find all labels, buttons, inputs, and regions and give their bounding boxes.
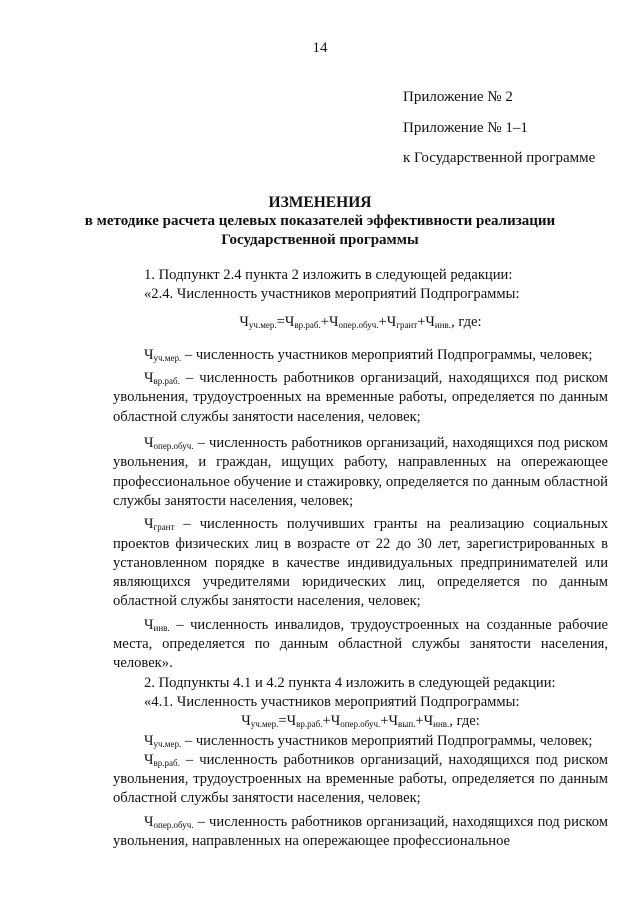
document-body xyxy=(113,266,608,851)
definition-uch-2: $Ч_{уч.мер.}$ – численность участников мероприятий Подпрограммы, человек; xyxy=(144,732,593,749)
formula-2: $Ч_{уч.мер.}=Ч_{вр.раб.}+Ч_{опер.обуч.}+Ч_{вып.}+Ч_{инв.}$, где: xyxy=(241,713,480,730)
definition-vr-2: $Ч_{вр.раб.}$ – численность работников организаций, находящихся под риском увольнения, трудоустроенных на временные работы, определяется по данным областной службы занятости населения, человек; xyxy=(113,751,608,807)
section1-item-title: «2.4. Численность участников мероприятий Подпрограммы: xyxy=(144,286,520,303)
section1-intro: 1. Подпункт 2.4 пункта 2 изложить в следующей редакции: xyxy=(144,267,513,283)
definition-oper-1: $Ч_{опер.обуч.}$ – численность работников организаций, находящихся под риском увольнения, и граждан, ищущих работу, направленных на опережающее профессиональное обучение и стажировку, определяется по данным областной службы занятости населения, человек; xyxy=(113,435,608,509)
attachment-line-1: Приложение № 2 xyxy=(403,89,513,105)
definition-vr-1: $Ч_{вр.раб.}$ – численность работников организаций, находящихся под риском увольнения, трудоустроенных на временные работы, определяется по данным областной службы занятости населения, человек; xyxy=(113,370,608,425)
definition-oper-2: $Ч_{опер.обуч.}$ – численность работников организаций, находящихся под риском увольнения, направленных на опережающее профессиональное xyxy=(113,813,608,850)
heading-subtitle: в методике расчета целевых показателей эффективности реализации Государственной программы xyxy=(84,213,556,248)
section2-item-title: «4.1. Численность участников мероприятий Подпрограммы: xyxy=(144,693,520,710)
attachment-line-2: Приложение № 1–1 xyxy=(403,120,528,136)
page-number: 14 xyxy=(312,40,328,56)
heading-title: ИЗМЕНЕНИЯ xyxy=(268,194,372,211)
definition-uch-1: $Ч_{уч.мер.}$ – численность участников мероприятий Подпрограммы, человек; xyxy=(144,346,593,363)
definition-inv-1: $Ч_{инв.}$ – численность инвалидов, трудоустроенных на созданные рабочие места, определяется по данным областной службы занятости населения, человек». xyxy=(113,616,608,672)
definition-grant-1: $Ч_{грант}$ – численность получивших гранты на реализацию социальных проектов физических лиц в возрасте от 22 до 30 лет, зарегистрированных в установленном порядке в качестве индивидуальных предпринимателей или являющихся учредителями юридических лиц, определяется по данным областной службы занятости населения, человек; xyxy=(113,516,608,610)
document-heading xyxy=(70,193,570,250)
section2-intro: 2. Подпункты 4.1 и 4.2 пункта 4 изложить в следующей редакции: xyxy=(144,674,556,691)
attachment-line-3: к Государственной программе xyxy=(403,150,596,166)
formula-1: $Ч_{уч.мер.}=Ч_{вр.раб.}+Ч_{опер.обуч.}+Ч_{грант}+Ч_{инв.}$, где: xyxy=(239,313,482,330)
